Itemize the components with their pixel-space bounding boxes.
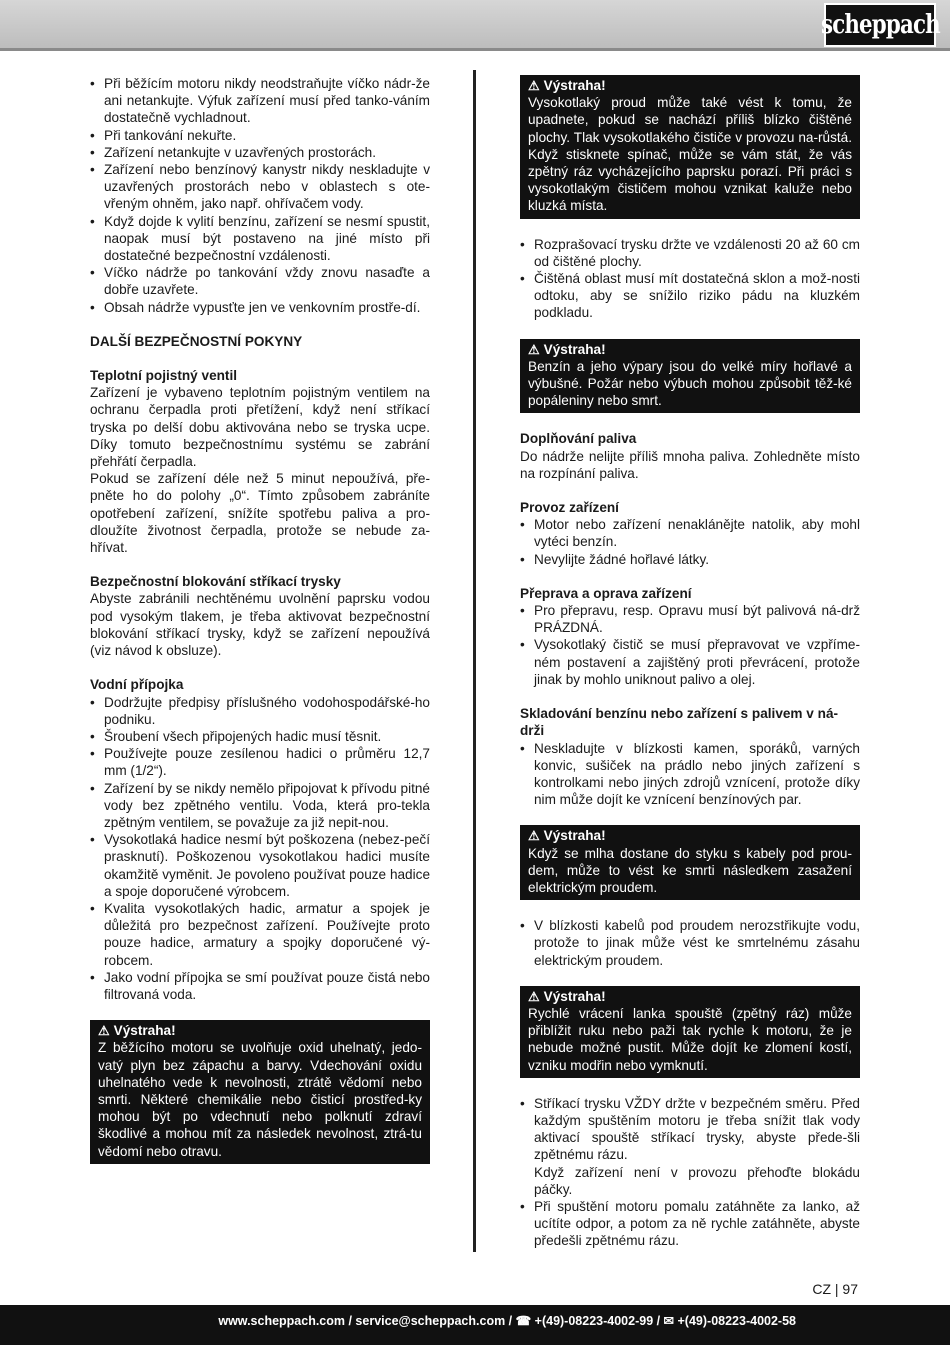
warning-title <box>528 988 852 1005</box>
list-item: • Motor nebo zařízení nenaklánějte natolik, aby mohl vytéci benzín. <box>520 516 860 550</box>
transport-list <box>520 602 860 688</box>
column-divider <box>473 70 476 1252</box>
warning-title-text: Výstraha! <box>113 1023 176 1039</box>
warning-triangle-icon: ⚠ <box>528 78 540 93</box>
warning-title <box>98 1022 422 1039</box>
page-number: CZ | 97 <box>812 1281 858 1297</box>
header-bar <box>0 0 950 51</box>
list-item: • Zařízení netankujte v uzavřených prostorách. <box>90 144 430 161</box>
list-item <box>520 1095 860 1198</box>
list-item: • Víčko nádrže po tankování vždy znovu nasaďte a dobře uzavřete. <box>90 264 430 298</box>
warning-title <box>528 827 852 844</box>
list-item: • V blízkosti kabelů pod proudem nerozstřikujte vodu, protože to jinak může vést ke smrtelnému zásahu elektrickým proudem. <box>520 917 860 969</box>
storage-list <box>520 740 860 809</box>
warning-triangle-icon: ⚠ <box>528 341 540 357</box>
list-item: • Dodržujte předpisy příslušného vodohospodářské-ho podniku. <box>90 694 430 728</box>
warning-text: Z běžícího motoru se uvolňuje oxid uhelnatý, jedo-vatý plyn bez zápachu a barvy. Vdechování oxidu uhelnatého vede k nevolnosti, ztrátě vědomí nebo smrti. Některé chemikálie nebo čisticí prostřed-ky mohou být po vdechnutí nebo polknutí zdraví škodlivé a mohou mít za následek nevolnost, ztrá-tu vědomí nebo otravu. <box>98 1040 422 1159</box>
footer-bar <box>0 1305 950 1345</box>
water-connection-heading: Vodní přípojka <box>90 677 184 693</box>
refuel-heading: Doplňování paliva <box>520 431 637 447</box>
operation-list <box>520 516 860 568</box>
warning-text: Když se mlha dostane do styku s kabely pod prou-dem, může to vést ke smrti následkem zasažení elektrickým proudem. <box>528 845 852 895</box>
warning-triangle-icon: ⚠ <box>98 1023 110 1039</box>
list-item: • Obsah nádrže vypusťte jen ve venkovním prostře-dí. <box>90 299 430 316</box>
warning-box-electric <box>520 825 860 900</box>
list-item: • Neskladujte v blízkosti kamen, sporáků, varných konvic, sušiček na prádlo nebo jiných zařízení s kontrolkami nebo jiných zdrojů vznícení, protože díky nim může dojít ke vznícení benzínových par. <box>520 740 860 809</box>
warning-text: Vysokotlaký proud může také vést k tomu, že upadnete, pokud se nachází příliš blízko čištěné plochy. Tlak vysokotlakého čističe v provozu na-růstá. Když stisknete spínač, může se vám stát, že vás zpětný ráz vycházejícího paprsku porazí. Při práci s vysokotlakým čističem mohou vznikat kaluže nebo kluzká místa. <box>528 95 852 214</box>
nozzle-lock-heading: Bezpečnostní blokování stříkací trysky <box>90 574 341 590</box>
right-column <box>520 75 860 1250</box>
list-item: • Kvalita vysokotlakých hadic, armatur a spojek je důležitá pro bezpečnost zařízení. Používejte proto pouze hadice, armatury a spojky doporučené vý-robcem. <box>90 900 430 969</box>
electric-list <box>520 917 860 969</box>
refuel-paragraph: Do nádrže nelijte příliš mnoha paliva. Zohledněte místo na rozpínání paliva. <box>520 448 860 481</box>
list-item: • Používejte pouze zesílenou hadici o průměru 12,7 mm (1/2“). <box>90 745 430 779</box>
list-item: • Zařízení by se nikdy nemělo připojovat k přívodu pitné vody bez zpětného ventilu. Voda, která pro-tekla zpětným ventilem, se považuje za již nepit-nou. <box>90 780 430 832</box>
thermal-valve-paragraph: Zařízení je vybaveno teplotním pojistným ventilem na ochranu čerpadla proti přetížení, když není stříkací tryska po delší dobu aktivována nebo se tryska ucpe. Díky tomuto bezpečnostnímu systému se zabrání přehřátí čerpadla. <box>90 385 430 470</box>
list-item: • Při běžícím motoru nikdy neodstraňujte víčko nádr-že ani netankujte. Výfuk zařízení musí před tanko-váním dostatečně vychladnout. <box>90 75 430 127</box>
footer-contact: www.scheppach.com / service@scheppach.com / ☎ +(49)-08223-4002-99 / ✉ +(49)-08223-4002-58 <box>218 1314 796 1328</box>
left-column <box>90 75 430 1181</box>
warning-title-text: Výstraha! <box>543 988 606 1004</box>
brand-logo <box>820 3 940 47</box>
warning-triangle-icon: ⚠ <box>528 988 540 1004</box>
warning-title-text: Výstraha! <box>543 341 606 357</box>
warning-text: Benzín a jeho výpary jsou do velké míry hořlavé a výbušné. Požár nebo výbuch mohou způsobit těž-ké popáleniny nebo smrt. <box>528 358 852 409</box>
nozzle-distance-list <box>520 236 860 322</box>
list-item-text-continued: Když zařízení není v provozu přehoďte blokádu páčky. <box>534 1164 860 1197</box>
thermal-valve-paragraph-2: Pokud se zařízení déle než 5 minut nepoužívá, pře-pněte ho do polohy „0“. Tímto způsobem zabráníte opotřebení zařízení, snížíte spotřebu paliva a pro-dloužíte životnost čerpadla, protože se nebude za-hřívat. <box>90 471 430 556</box>
warning-box-fuel <box>520 339 860 414</box>
list-item: • Když dojde k vylití benzínu, zařízení se nesmí spustit, naopak musí být postaveno na jiné místo při dostatečné bezpečnostní vzdálenosti. <box>90 213 430 265</box>
tank-safety-list <box>90 75 430 316</box>
section-title: DALŠÍ BEZPEČNOSTNÍ POKYNY <box>90 333 303 349</box>
list-item: • Při tankování nekuřte. <box>90 127 430 144</box>
warning-title <box>528 341 852 358</box>
list-item: • Rozprašovací trysku držte ve vzdálenosti 20 až 60 cm od čištěné plochy. <box>520 236 860 270</box>
thermal-valve-heading: Teplotní pojistný ventil <box>90 368 238 384</box>
logo-text: scheppach <box>820 10 940 40</box>
warning-triangle-icon: ⚠ <box>528 828 540 844</box>
list-item: • Zařízení nebo benzínový kanystr nikdy neskladujte v uzavřených prostorách nebo v oblastech s ote-vřeným ohněm, jako např. ohřívačem vody. <box>90 161 430 213</box>
warning-title-text: Výstraha! <box>543 78 606 93</box>
list-item: • Šroubení všech připojených hadic musí těsnit. <box>90 728 430 745</box>
warning-text: Rychlé vrácení lanka spouště (zpětný ráz) může přiblížit ruku nebo paži tak rychle k motoru, že je nebude možné pustit. Může dojít ke zlomení kostí, vzniku modřin nebo vymknutí. <box>528 1005 852 1073</box>
storage-heading: Skladování benzínu nebo zařízení s palivem v ná-drži <box>520 706 839 739</box>
warning-box-carbon-monoxide <box>90 1020 430 1164</box>
list-item: • Při spuštění motoru pomalu zatáhněte za lanko, až ucítíte odpor, a potom za ně rychle zatáhněte, abyste předešli zpětnému rázu. <box>520 1198 860 1250</box>
list-item: • Nevylijte žádné hořlavé látky. <box>520 551 860 568</box>
warning-title-text: Výstraha! <box>543 828 606 844</box>
list-item: • Pro přepravu, resp. Opravu musí být palivová ná-drž PRÁZDNÁ. <box>520 602 860 636</box>
list-item-text: Stříkací trysku VŽDY držte v bezpečném směru. Před každým spuštěním motoru je třeba snížit tlak vody aktivací spouště stříkací trysky, abyste přede-šli zpětnému rázu. <box>534 1095 860 1163</box>
list-item: • Jako vodní přípojka se smí používat pouze čistá nebo filtrovaná voda. <box>90 969 430 1003</box>
kickback-list <box>520 1095 860 1250</box>
operation-heading: Provoz zařízení <box>520 500 619 516</box>
transport-heading: Přeprava a oprava zařízení <box>520 585 692 601</box>
water-connection-list <box>90 694 430 1004</box>
list-item: • Vysokotlaký čistič se musí přepravovat ve vzpříme-ném postavení a zajištěný proti převrácení, protože jinak by mohlo uniknout palivo a olej. <box>520 636 860 688</box>
list-item: • Vysokotlaká hadice nesmí být poškozena (nebez-pečí prasknutí). Poškozenou vysokotlakou hadici musíte okamžitě vyměnit. Je povoleno používat pouze hadice a spoje doporučené výrobcem. <box>90 831 430 900</box>
warning-box-recoil <box>520 75 860 219</box>
nozzle-lock-paragraph: Abyste zabránili nechtěnému uvolnění paprsku vodou pod vysokým tlakem, je třeba aktivovat bezpečnostní blokování stříkací trysky, když se zařízení nepoužívá (viz návod k obsluze). <box>90 591 430 659</box>
warning-box-kickback <box>520 986 860 1078</box>
warning-title <box>528 77 852 94</box>
list-item: • Čištěná oblast musí mít dostatečná sklon a mož-nosti odtoku, aby se snížilo riziko pádu na kluzkém podkladu. <box>520 270 860 322</box>
